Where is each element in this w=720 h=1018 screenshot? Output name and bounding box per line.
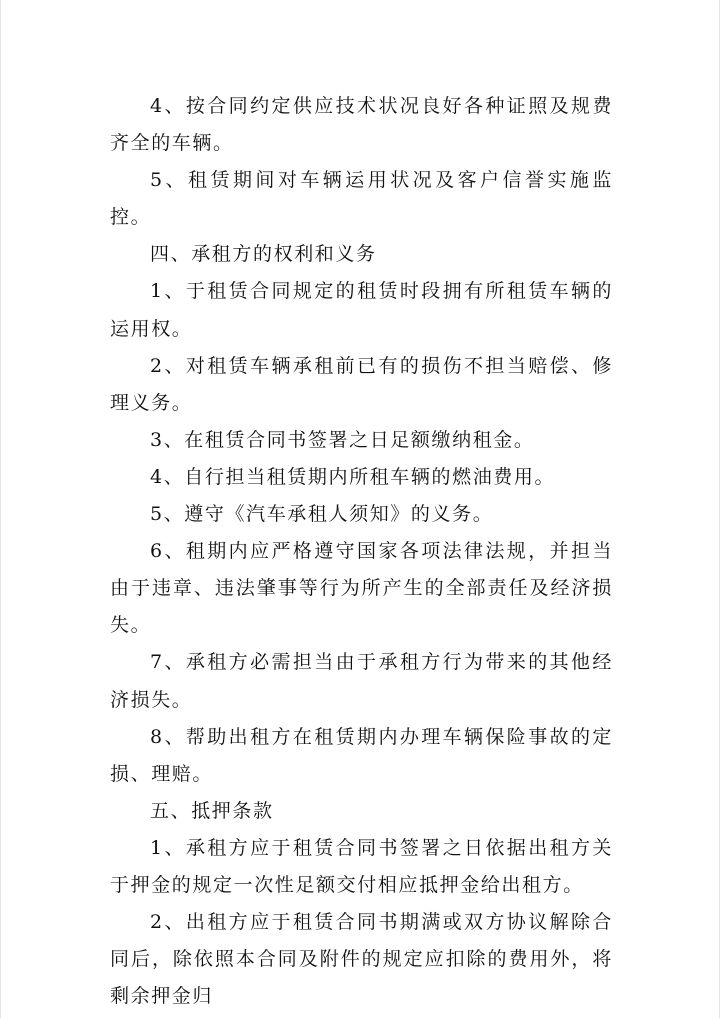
paragraph-4-fuel-cost: 4、自行担当租赁期内所租车辆的燃油费用。 [150, 465, 556, 488]
paragraph-5-monitoring: 5、租赁期间对车辆运用状况及客户信誉实施监控。 [110, 169, 613, 229]
paragraph-1-deposit-payment: 1、承租方应于租赁合同书签署之日依据出租方关于押金的规定一次性足额交付相应抵押金给出租方。 [110, 836, 613, 896]
section-heading-lessee-rights: 四、承租方的权利和义务 [150, 243, 377, 266]
document-body [110, 88, 613, 1015]
paragraph-4-vehicle-supply: 4、按合同约定供应技术状况良好各种证照及规费齐全的车辆。 [110, 95, 613, 155]
paragraph-8-insurance-claims: 8、帮助出租方在租赁期内办理车辆保险事故的定损、理赔。 [110, 725, 613, 785]
paragraph-2-prior-damage: 2、对租赁车辆承租前已有的损伤不担当赔偿、修理义务。 [110, 354, 613, 414]
paragraph-7-other-losses: 7、承租方必需担当由于承租方行为带来的其他经济损失。 [110, 651, 613, 711]
paragraph-5-lessee-notice: 5、遵守《汽车承租人须知》的义务。 [150, 503, 494, 526]
paragraph-2-deposit-return: 2、出租方应于租赁合同书期满或双方协议解除合同后，除依照本合同及附件的规定应扣除的费用外，将剩余押金归 [110, 911, 613, 1008]
paragraph-1-usage-right: 1、于租赁合同规定的租赁时段拥有所租赁车辆的运用权。 [110, 280, 613, 340]
paragraph-3-rent-payment: 3、在租赁合同书签署之日足额缴纳租金。 [150, 428, 535, 451]
paragraph-6-legal-compliance: 6、租期内应严格遵守国家各项法律法规，并担当由于违章、违法肇事等行为所产生的全部责任及经济损失。 [110, 540, 613, 637]
section-heading-deposit-terms: 五、抵押条款 [150, 799, 274, 822]
